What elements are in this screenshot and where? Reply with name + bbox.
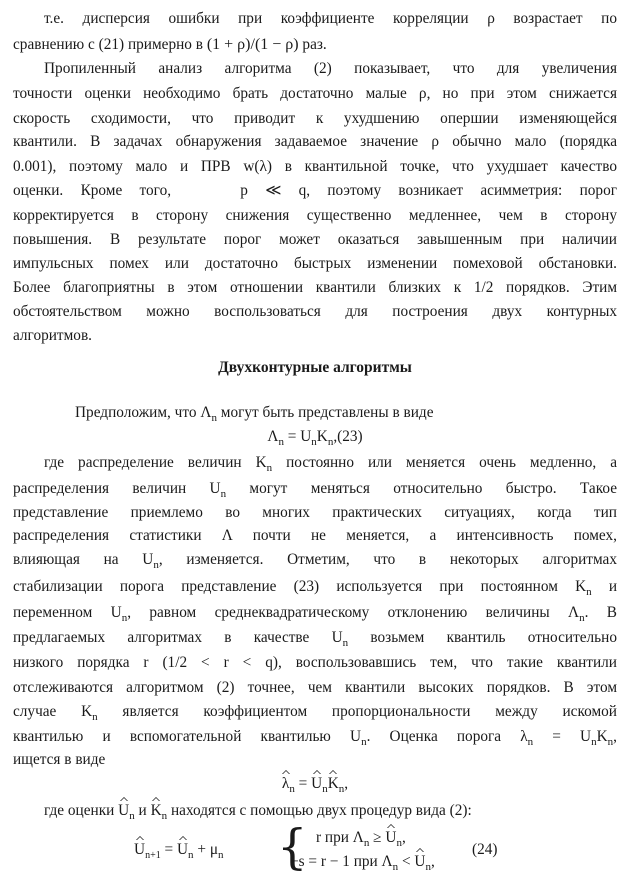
equation-24-case-2: −s = r − 1 при $\Lambda_n < U_n$,	[290, 850, 490, 874]
text-line-20: представление приемлемо во многих практических ситуациях, когда тип	[13, 504, 617, 521]
text-line-1: т.е. дисперсия ошибки при коэффициенте корреляции ρ возрастает по	[44, 10, 617, 27]
text-line-19: распределения величин $U_n$ могут меняться относительно быстро. Такое	[13, 480, 618, 501]
text-line-26: низкого порядка r (1/2 < r < q), воспользовавшись тем, что такие квантили	[13, 654, 617, 671]
text-line-3: Пропиленный анализ алгоритма (2) показывает, что для увеличения	[44, 60, 617, 77]
text-line-12: Более благоприятны в этом отношении квантили близких к 1/2 порядков. Этим	[13, 279, 617, 296]
text-line-9: корректируется в сторону снижения существенно медленнее, чем в сторону	[13, 207, 617, 224]
equation-24-case-1: r при $\Lambda_n \ge U_n$,	[316, 826, 476, 850]
text-line-16: Предположим, что $\Lambda_n$ могут быть представлены в виде	[75, 404, 434, 425]
text-line-14: алгоритмов.	[13, 327, 92, 344]
equation-estimate: $\lambda_n = U_nK_n$,	[13, 772, 617, 796]
text-line-21: распределения статистики Λ почти не меняется, а интенсивность помех,	[13, 527, 617, 544]
text-line-8: оценки. Кроме того, p ≪ q, поэтому возникает асимметрия: порог	[13, 182, 617, 199]
text-line-29: квантилью и вспомогательной квантилью $U_n$. Оценка порога $\lambda_n = U_nK_n$,	[13, 728, 617, 749]
text-line-28: случае $K_n$ является коэффициентом пропорциональности между искомой	[13, 703, 617, 724]
text-line-27: отслеживаются алгоритмом (2) точнее, чем квантили высоких порядков. В этом	[13, 679, 617, 696]
equation-24-number: (24)	[472, 841, 498, 858]
text-line-23: стабилизации порога представление (23) используется при постоянном $K_n$ и	[13, 578, 617, 599]
section-heading: Двухконтурные алгоритмы	[218, 359, 412, 376]
text-line-5: скорость сходимости, что приводит к ухудшению опершии изменяющейся	[13, 110, 617, 127]
text-line-22: влияющая на $U_n$, изменяется. Отметим, что в некоторых алгоритмах	[13, 551, 617, 572]
text-line-18: где распределение величин $K_n$ постоянно или меняется очень медленно, а	[44, 454, 617, 475]
text-line-30: ищется в виде	[13, 751, 106, 768]
text-line-6: квантили. В задачах обнаружения задаваемое значение ρ обычно мало (порядка	[13, 133, 617, 150]
text-line-11: импульсных помех или достаточно быстрых изменении помеховой обстановки.	[13, 255, 617, 272]
text-line-10: повышения. В результате порог может оказаться завышенным при наличии	[13, 231, 617, 248]
equation-24-lhs: $U_{n+1} = U_n + \mu_n$	[134, 838, 294, 862]
equation-23: $\Lambda_n = U_nK_n,(23)$	[267, 428, 363, 449]
text-line-7: 0.001), поэтому мало и ПРВ w(λ) в квантильной точке, что ухудшает качество	[13, 158, 617, 175]
text-line-13: обстоятельством можно воспользоваться для построения двух контурных	[13, 303, 617, 320]
text-line-4: точности оценки необходимо брать достаточно малые ρ, но при этом снижается	[13, 85, 618, 102]
text-line-25: предлагаемых алгоритмах в качестве $U_n$ возьмем квантиль относительно	[13, 629, 617, 650]
text-line-2: сравнению с (21) примерно в (1 + ρ)/(1 − ρ) раз.	[13, 36, 327, 53]
text-line-32: где оценки $U_n$ и $K_n$ находятся с помощью двух процедур вида (2):	[44, 799, 617, 823]
equation-24-brace: {	[277, 819, 308, 875]
text-line-24: переменном $U_n$, равном среднеквадратическому отклонению величины $\Lambda_n$. В	[13, 604, 617, 625]
